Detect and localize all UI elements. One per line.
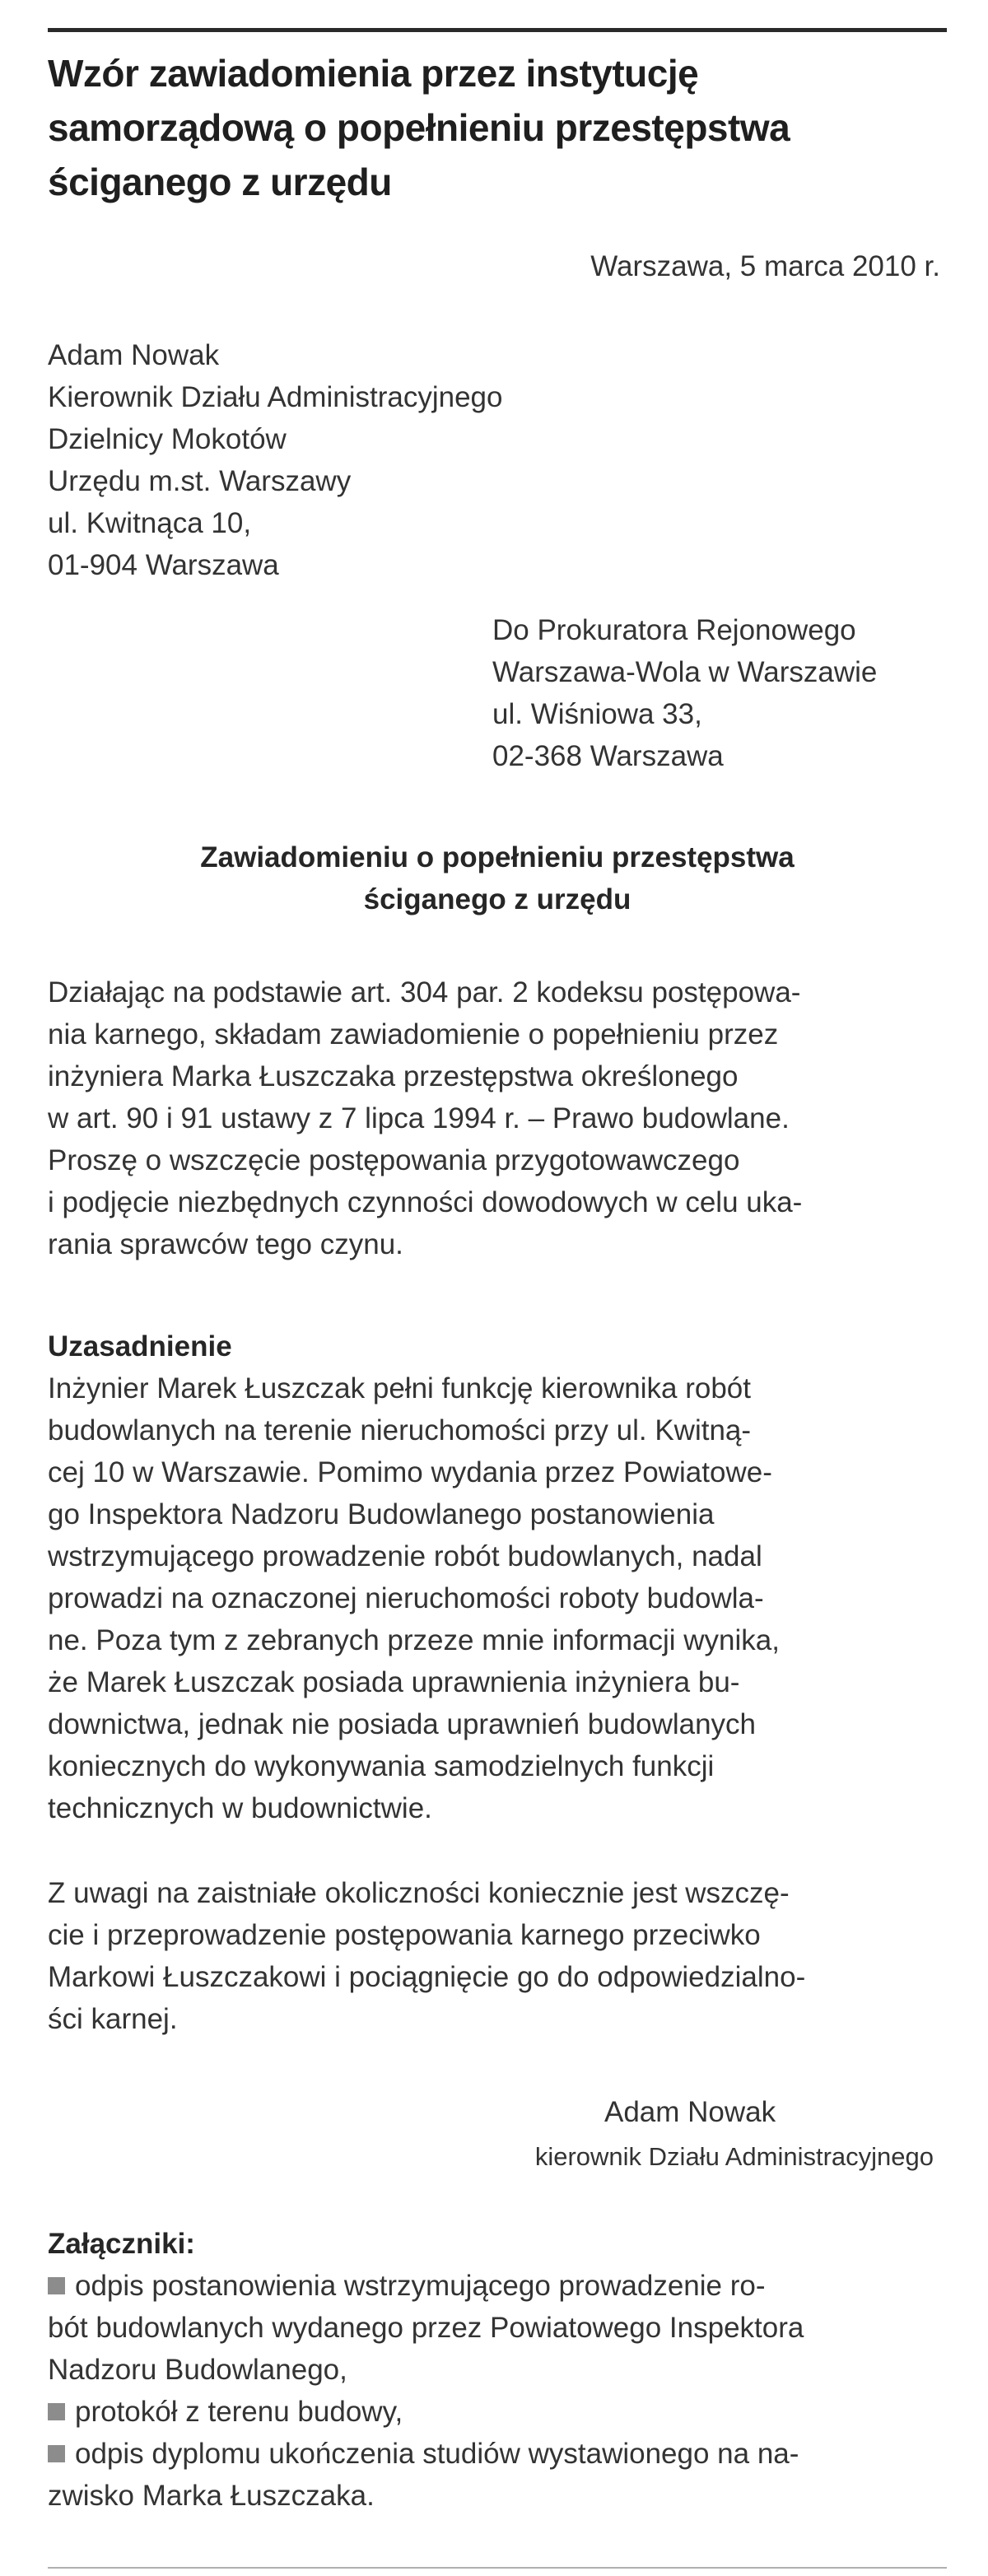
sender-line: Kierownik Działu Administracyjnego <box>48 381 503 413</box>
justification-title: Uzasadnienie <box>48 1330 232 1363</box>
square-bullet-icon <box>48 2403 65 2420</box>
letter-date: Warszawa, 5 marca 2010 r. <box>590 250 940 282</box>
justification-paragraph <box>48 1367 947 1829</box>
attachment-line <box>48 2433 947 2475</box>
recipient-line: Warszawa-Wola w Warszawie <box>492 656 878 688</box>
justification-line: budowlanych na terenie nieruchomości przy ul. Kwitną- <box>48 1414 752 1446</box>
notice-heading-line: ściganego z urzędu <box>363 883 631 915</box>
justification-line: prowadzi na oznaczonej nieruchomości roboty budowla- <box>48 1582 764 1614</box>
notice-heading-line: Zawiadomieniu o popełnieniu przestępstwa <box>200 841 795 873</box>
justification-line: ne. Poza tym z zebranych przeze mnie informacji wynika, <box>48 1624 780 1656</box>
attachment-line <box>48 2391 947 2433</box>
intro-line: i podjęcie niezbędnych czynności dowodowych w celu uka- <box>48 1186 803 1218</box>
attachment-text: odpis dyplomu ukończenia studiów wystawionego na na- <box>75 2438 799 2470</box>
intro-line: inżyniera Marka Łuszczaka przestępstwa określonego <box>48 1060 739 1092</box>
conclusion-line: Z uwagi na zaistniałe okoliczności koniecznie jest wszczę- <box>48 1877 790 1909</box>
justification-line: wstrzymującego prowadzenie robót budowlanych, nadal <box>48 1540 762 1572</box>
intro-line: w art. 90 i 91 ustawy z 7 lipca 1994 r. – Prawo budowlane. <box>48 1102 790 1134</box>
attachment-text: odpis postanowienia wstrzymującego prowadzenie ro- <box>75 2270 766 2302</box>
attachments-title: Załączniki: <box>48 2228 195 2260</box>
title-line: ściganego z urzędu <box>48 161 392 203</box>
square-bullet-icon <box>48 2445 65 2462</box>
top-rule <box>48 28 947 32</box>
intro-line: rania sprawców tego czynu. <box>48 1228 403 1260</box>
sender-address <box>48 334 502 586</box>
recipient-line: ul. Wiśniowa 33, <box>492 698 702 730</box>
attachment-item <box>48 2433 947 2517</box>
sender-line: ul. Kwitnąca 10, <box>48 507 252 539</box>
square-bullet-icon <box>48 2277 65 2294</box>
justification-line: go Inspektora Nadzoru Budowlanego postanowienia <box>48 1498 715 1530</box>
sender-line: Adam Nowak <box>48 339 220 371</box>
attachment-line: Nadzoru Budowlanego, <box>48 2354 347 2386</box>
sender-line: Dzielnicy Mokotów <box>48 423 287 455</box>
intro-line: nia karnego, składam zawiadomienie o popełnieniu przez <box>48 1018 779 1050</box>
notice-heading <box>48 836 947 920</box>
attachment-line: zwisko Marka Łuszczaka. <box>48 2480 375 2512</box>
justification-line: koniecznych do wykonywania samodzielnych funkcji <box>48 1750 715 1782</box>
conclusion-paragraph <box>48 1872 947 2040</box>
sender-line: Urzędu m.st. Warszawy <box>48 465 352 497</box>
title-line: samorządową o popełnieniu przestępstwa <box>48 106 790 149</box>
bottom-rule <box>48 2567 947 2569</box>
justification-line: downictwa, jednak nie posiada uprawnień budowlanych <box>48 1708 757 1740</box>
intro-line: Działając na podstawie art. 304 par. 2 kodeksu postępowa- <box>48 976 801 1009</box>
recipient-line: Do Prokuratora Rejonowego <box>492 614 856 646</box>
intro-paragraph <box>48 971 947 1265</box>
conclusion-line: Markowi Łuszczakowi i pociągnięcie go do odpowiedzialno- <box>48 1961 806 1993</box>
conclusion-line: ści karnej. <box>48 2003 178 2035</box>
justification-line: cej 10 w Warszawie. Pomimo wydania przez Powiatowe- <box>48 1456 772 1488</box>
document-page <box>48 0 947 2576</box>
signature-name: Adam Nowak <box>604 2096 776 2128</box>
title-line: Wzór zawiadomienia przez instytucję <box>48 52 699 95</box>
recipient-address <box>492 609 877 777</box>
intro-line: Proszę o wszczęcie postępowania przygotowawczego <box>48 1144 740 1176</box>
justification-line: technicznych w budownictwie. <box>48 1792 432 1824</box>
attachment-line <box>48 2265 947 2307</box>
conclusion-line: cie i przeprowadzenie postępowania karnego przeciwko <box>48 1919 761 1951</box>
attachment-item <box>48 2391 947 2433</box>
attachments-list <box>48 2265 947 2517</box>
attachment-item <box>48 2265 947 2391</box>
recipient-line: 02-368 Warszawa <box>492 740 724 772</box>
justification-line: że Marek Łuszczak posiada uprawnienia inżyniera bu- <box>48 1666 740 1698</box>
document-title <box>48 46 947 209</box>
attachment-text: protokół z terenu budowy, <box>75 2396 403 2428</box>
signature-role: kierownik Działu Administracyjnego <box>534 2142 934 2171</box>
sender-line: 01-904 Warszawa <box>48 549 279 581</box>
justification-line: Inżynier Marek Łuszczak pełni funkcję kierownika robót <box>48 1372 751 1404</box>
attachment-line: bót budowlanych wydanego przez Powiatowego Inspektora <box>48 2312 804 2344</box>
